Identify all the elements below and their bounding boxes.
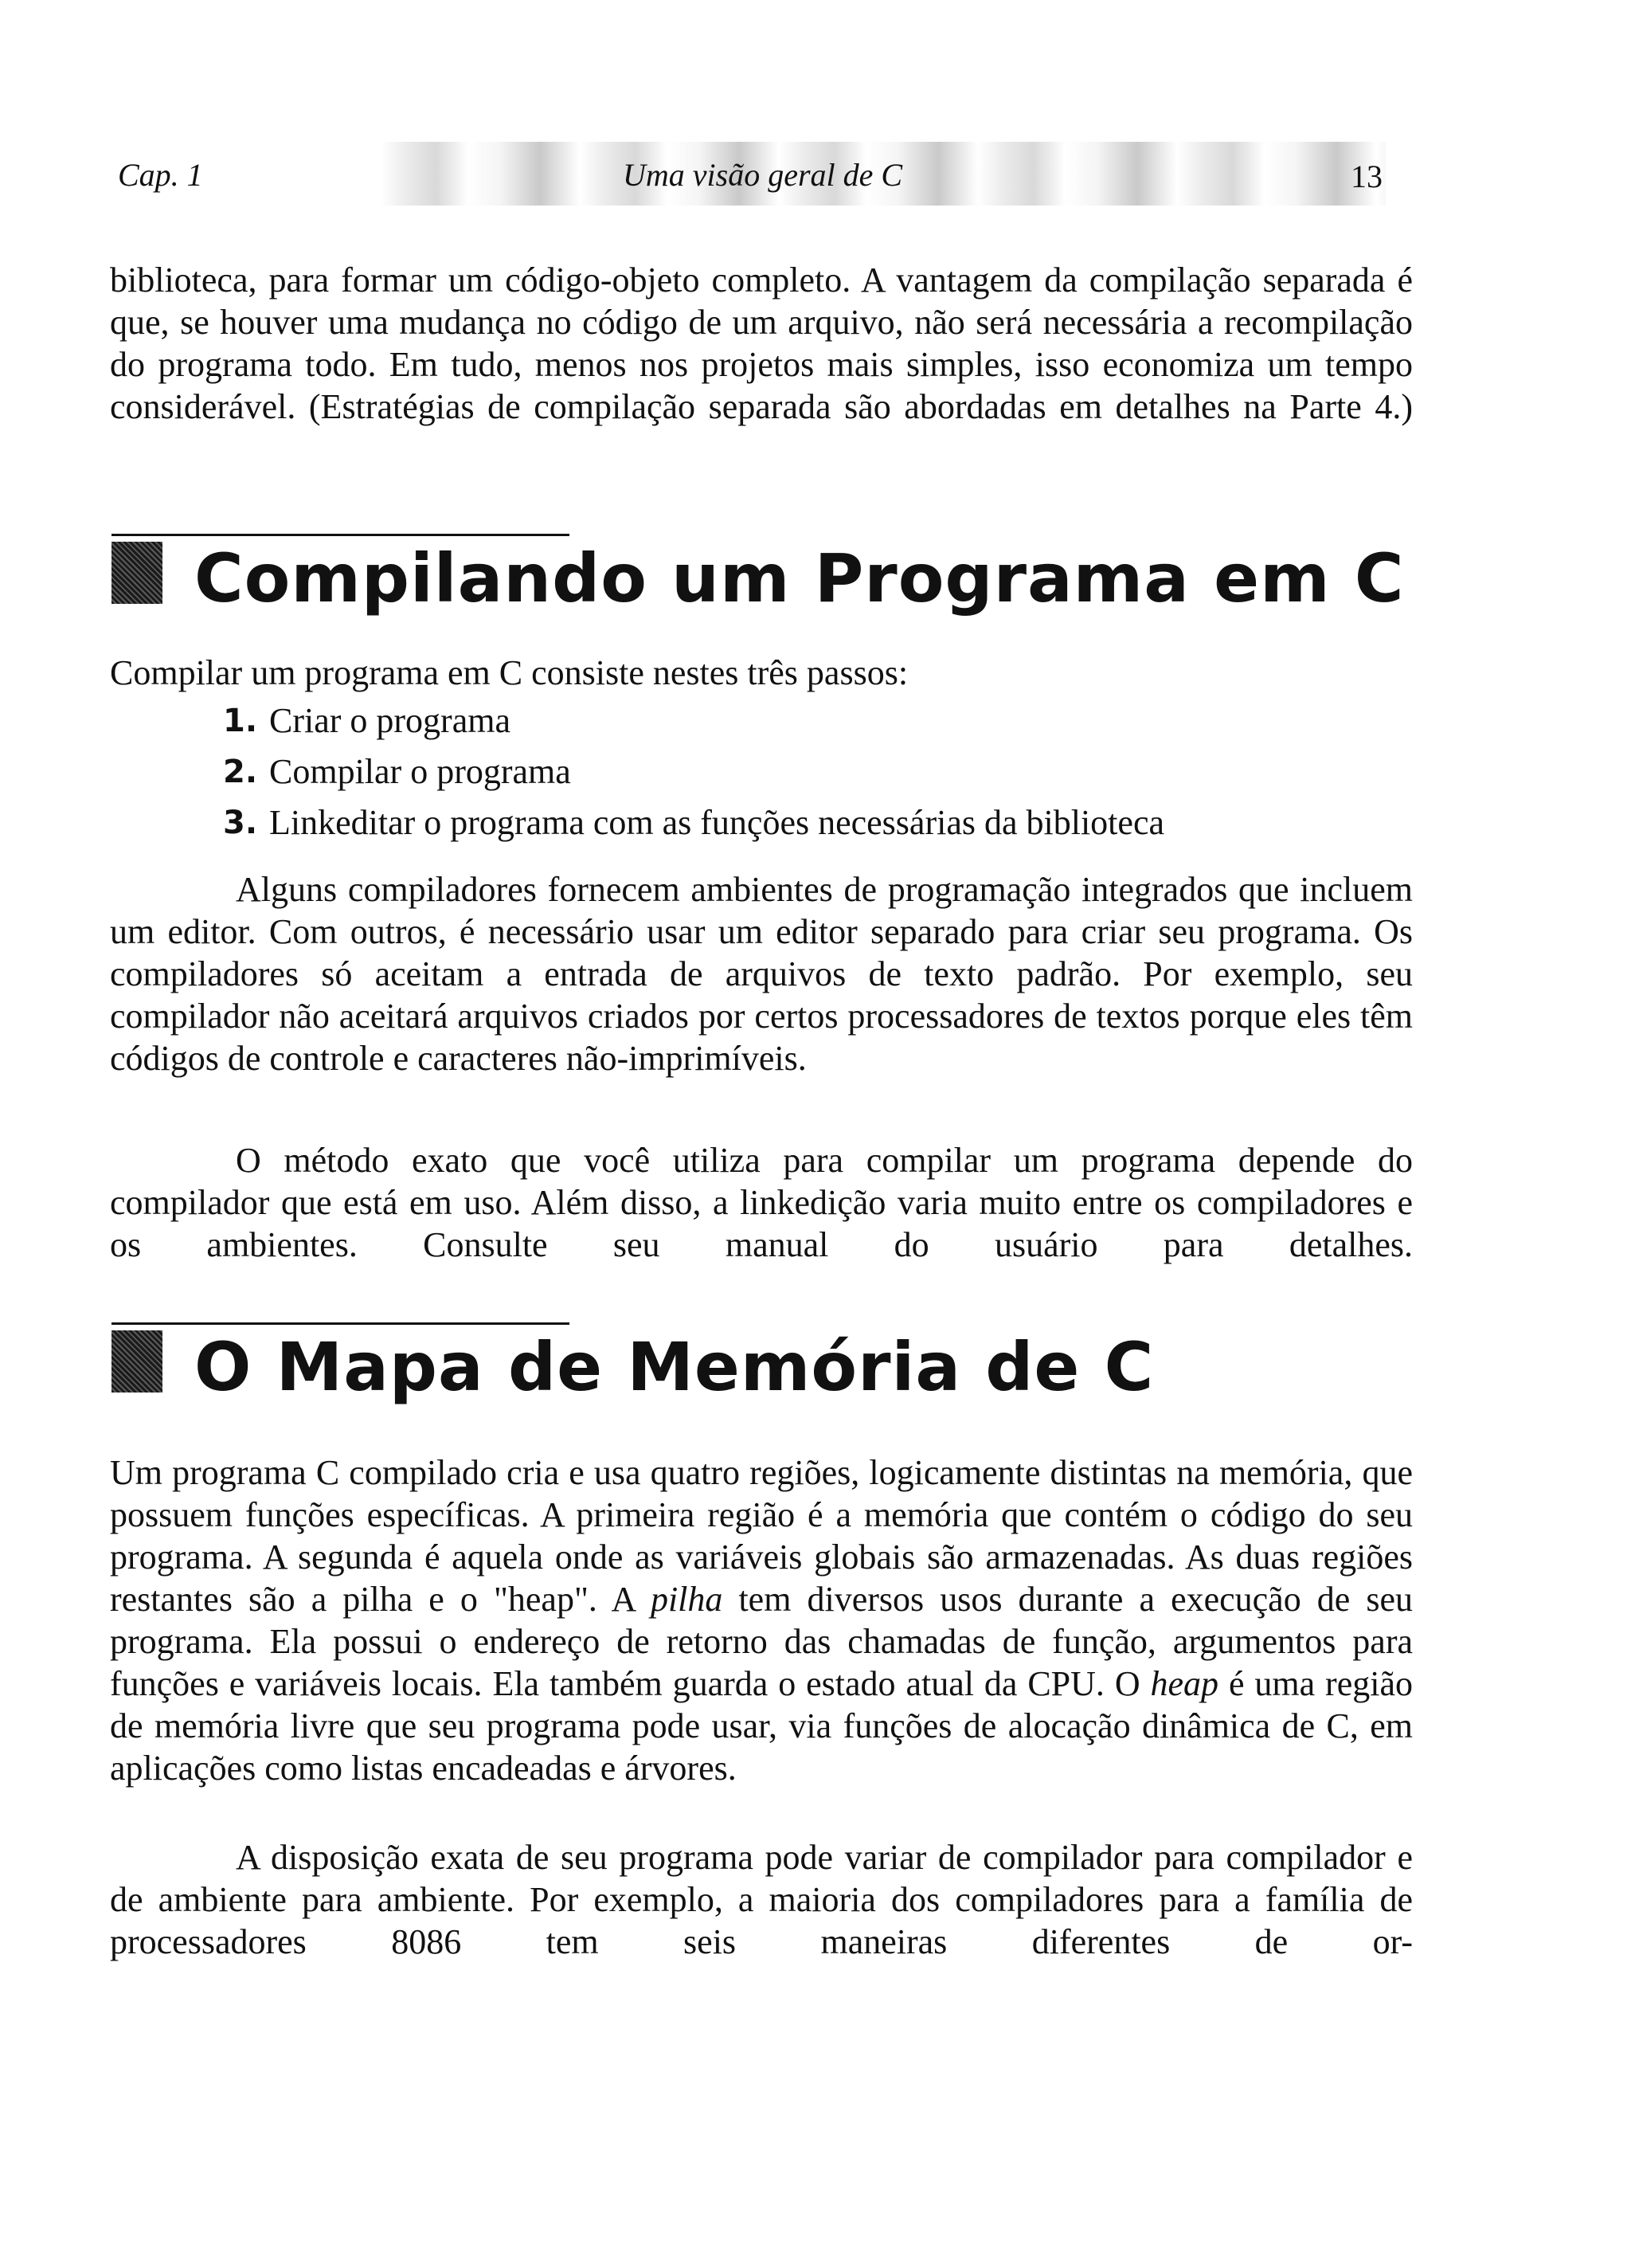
paragraph-memory-regions — [110, 1451, 1413, 1789]
intro-paragraph: biblioteca, para formar um código-objeto completo. A vantagem da compilação separada é que, se houver uma mudança no código de um arquivo, não será necessária a recompilação do programa todo. Em tudo, menos nos projetos mais simples, isso economiza um tempo considerável. (Estratégias de compilação separada são abordadas em detalhes na Parte 4.) — [110, 260, 1413, 426]
heading-marker — [111, 1330, 162, 1393]
section-title: Compilando um Programa em C — [194, 539, 1405, 617]
heading-rule — [111, 1322, 569, 1325]
text-run: tem diversos usos durante a execução de seu programa. Ela possui o endereço de retorno das chamadas de função, argumentos para funções e variáveis locais. Ela também guarda o estado atual da CPU. O — [110, 1580, 1413, 1703]
term-heap: heap — [1150, 1664, 1219, 1703]
text-run: é uma região de memória livre que seu programa pode usar, via funções de alocação dinâmica de C, em aplicações como listas encadeadas e árvores. — [110, 1664, 1413, 1788]
section-title: O Mapa de Memória de C — [194, 1328, 1155, 1406]
paragraph-compilers: Alguns compiladores fornecem ambientes de programação integrados que incluem um editor. Com outros, é necessário usar um editor separado para criar seu programa. Os compiladores só aceitam a entrada de arquivos de texto padrão. Por exemplo, seu compilador não aceitará arquivos criados por certos processadores de textos porque eles têm códigos de controle e caracteres não-imprimíveis. — [110, 870, 1413, 1078]
list-item — [223, 699, 1418, 750]
step-number: 1. — [223, 703, 258, 739]
page-number: 13 — [1351, 159, 1383, 194]
running-header — [118, 142, 1386, 206]
paragraph-method: O método exato que você utiliza para compilar um programa depende do compilador que está em uso. Além disso, a linkedição varia muito entre os compiladores e os ambientes. Consulte seu manual do usuário para detalhes. — [110, 1141, 1413, 1264]
steps-list — [223, 699, 1418, 852]
term-pilha: pilha — [650, 1580, 723, 1619]
step-text: Compilar o programa — [269, 752, 571, 791]
step-number: 3. — [223, 805, 258, 841]
section-lead: Compilar um programa em C consiste nestes três passos: — [110, 653, 909, 692]
step-text: Linkeditar o programa com as funções necessárias da biblioteca — [269, 803, 1164, 842]
section-heading-mapa — [111, 1322, 1226, 1418]
text-run: Um programa C compilado cria e usa quatro regiões, logicamente distintas na memória, que possuem funções específicas. A primeira região é a memória que contém o código do seu programa. A segunda é aquela onde as variáveis globais são armazenadas. As duas regiões restantes são a pilha e o "heap". A — [110, 1453, 1413, 1619]
heading-marker — [111, 542, 162, 604]
paragraph-layout: A disposição exata de seu programa pode variar de compilador para compilador e de ambiente para ambiente. Por exemplo, a maioria dos compiladores para a família de processadores 8086 tem seis maneiras diferentes de or- — [110, 1838, 1413, 1961]
list-item — [223, 750, 1418, 801]
list-item — [223, 801, 1418, 852]
chapter-label: Cap. 1 — [118, 157, 203, 193]
running-title: Uma visão geral de C — [623, 157, 903, 193]
step-number: 2. — [223, 754, 258, 790]
step-text: Criar o programa — [269, 701, 510, 740]
section-heading-compilando — [111, 534, 1405, 629]
heading-rule — [111, 534, 569, 536]
